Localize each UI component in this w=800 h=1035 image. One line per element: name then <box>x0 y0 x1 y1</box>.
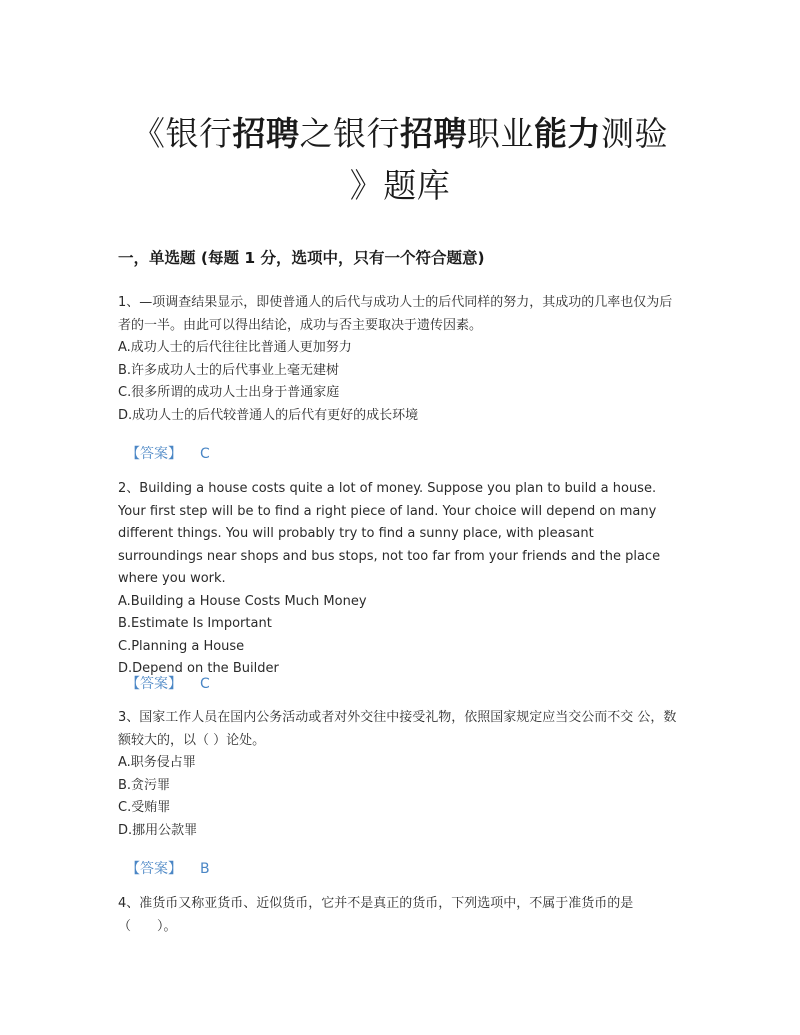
title-segment: 能力 <box>534 114 601 153</box>
option-d: D.成功人士的后代较普通人的后代有更好的成长环境 <box>118 407 419 423</box>
option-c: C.很多所谓的成功人士出身于普通家庭 <box>118 385 340 400</box>
title-segment: 测验 <box>601 114 668 153</box>
question-stem: 3、国家工作人员在国内公务活动或者对外交往中接受礼物，依照国家规定应当交公而不交 公，数额较大的，以（ ）论处。 <box>118 710 677 748</box>
document-title <box>100 108 700 212</box>
answer-value: C <box>200 676 210 692</box>
title-line-1 <box>100 108 700 160</box>
option-a: A.职务侵占罪 <box>118 755 196 770</box>
answer-2 <box>126 673 210 693</box>
option-b: B.Estimate Is Important <box>118 616 272 631</box>
option-d: D.Depend on the Builder <box>118 661 279 676</box>
option-a: A.Building a House Costs Much Money <box>118 593 367 609</box>
answer-label: 【答案】 <box>126 676 182 692</box>
answer-3 <box>126 858 210 878</box>
question-1 <box>118 292 678 427</box>
option-b: B.贪污罪 <box>118 777 171 793</box>
option-c: C.受贿罪 <box>118 800 171 815</box>
option-c: C.Planning a House <box>118 638 245 654</box>
title-segment: 《银行 <box>132 114 233 153</box>
question-stem: 1、—项调查结果显示，即使普通人的后代与成功人士的后代同样的努力，其成功的几率也仅为后者的一半。由此可以得出结论，成功与否主要取决于遗传因素。 <box>118 295 673 333</box>
question-2 <box>118 478 678 681</box>
option-b: B.许多成功人士的后代事业上毫无建树 <box>118 362 340 378</box>
title-segment: 招聘 <box>232 114 300 153</box>
question-stem: 4、准货币又称亚货币、近似货币，它并不是真正的货币，下列选项中，不属于准货币的是（ ）。 <box>118 896 634 934</box>
question-4 <box>118 893 678 938</box>
title-segment: 之银行 <box>299 114 400 153</box>
option-d: D.挪用公款罪 <box>118 822 198 838</box>
answer-1 <box>126 443 210 463</box>
title-segment: 招聘 <box>400 114 467 153</box>
question-3 <box>118 707 678 842</box>
answer-value: C <box>200 446 210 462</box>
title-segment: 职业 <box>467 114 534 153</box>
section-heading: 一，单选题 (每题 1 分，选项中，只有一个符合题意) <box>118 249 485 267</box>
question-stem: 2、Building a house costs quite a lot of money. Suppose you plan to build a house. Your first step will be to find a right piece of land. Your choice will depend on many different things. You will probably try to find a sunny place, with pleasant surroundings near shops and bus stops, not too far from your friends and the place where you work. <box>118 481 661 586</box>
option-a: A.成功人士的后代往往比普通人更加努力 <box>118 340 352 355</box>
title-line-2: 》题库 <box>349 166 451 205</box>
answer-label: 【答案】 <box>126 446 182 462</box>
answer-value: B <box>200 861 210 877</box>
answer-label: 【答案】 <box>126 861 182 877</box>
